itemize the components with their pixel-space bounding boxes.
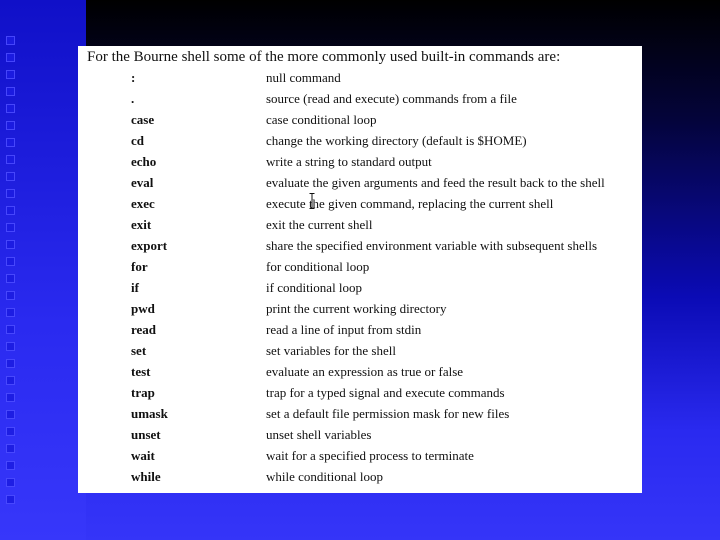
command-name: : <box>131 69 136 85</box>
command-name: test <box>131 363 151 379</box>
list-item <box>87 109 642 130</box>
command-name: for <box>131 258 148 274</box>
command-name: export <box>131 237 168 253</box>
list-item <box>87 319 642 340</box>
list-item <box>87 340 642 361</box>
command-description: print the current working directory <box>266 300 447 316</box>
list-item <box>87 256 642 277</box>
commands-panel <box>78 46 642 493</box>
command-name: wait <box>131 447 155 463</box>
command-name: read <box>131 321 157 337</box>
list-item <box>87 445 642 466</box>
list-item <box>87 361 642 382</box>
list-item <box>87 235 642 256</box>
text-cursor-icon <box>309 193 315 209</box>
command-description: while conditional loop <box>266 468 383 484</box>
list-item <box>87 151 642 172</box>
decorative-squares <box>6 36 20 512</box>
list-item <box>87 130 642 151</box>
command-description: case conditional loop <box>266 111 377 127</box>
command-description: set a default file permission mask for new files <box>266 405 510 421</box>
command-list <box>87 67 642 487</box>
command-description: exit the current shell <box>266 216 373 232</box>
command-description: change the working directory (default is $HOME) <box>266 132 527 148</box>
command-name: pwd <box>131 300 155 316</box>
command-name: umask <box>131 405 168 421</box>
command-description: if conditional loop <box>266 279 363 295</box>
command-name: exec <box>131 195 155 211</box>
command-description: null command <box>266 69 341 85</box>
command-name: unset <box>131 426 161 442</box>
command-description: for conditional loop <box>266 258 370 274</box>
list-item <box>87 298 642 319</box>
command-description: write a string to standard output <box>266 153 432 169</box>
command-description: share the specified environment variable with subsequent shells <box>266 237 598 253</box>
list-item <box>87 403 642 424</box>
command-name: case <box>131 111 155 127</box>
list-item <box>87 277 642 298</box>
command-description: wait for a specified process to terminate <box>266 447 474 463</box>
command-name: exit <box>131 216 152 232</box>
command-name: if <box>131 279 139 295</box>
command-name: cd <box>131 132 144 148</box>
command-name: set <box>131 342 147 358</box>
intro-text: For the Bourne shell some of the more commonly used built-in commands are: <box>87 49 561 65</box>
list-item <box>87 214 642 235</box>
command-name: trap <box>131 384 155 400</box>
command-description: trap for a typed signal and execute commands <box>266 384 505 400</box>
command-description: execute the given command, replacing the current shell <box>266 195 554 211</box>
slide-left-strip <box>0 0 86 540</box>
list-item <box>87 67 642 88</box>
command-name: eval <box>131 174 154 190</box>
list-item <box>87 382 642 403</box>
list-item <box>87 466 642 487</box>
command-description: source (read and execute) commands from a file <box>266 90 517 106</box>
command-description: evaluate an expression as true or false <box>266 363 464 379</box>
command-description: evaluate the given arguments and feed the result back to the shell <box>266 174 605 190</box>
command-description: read a line of input from stdin <box>266 321 422 337</box>
command-name: while <box>131 468 161 484</box>
list-item <box>87 424 642 445</box>
list-item <box>87 88 642 109</box>
list-item <box>87 193 642 214</box>
command-description: unset shell variables <box>266 426 372 442</box>
command-name: . <box>131 90 135 106</box>
command-name: echo <box>131 153 157 169</box>
command-description: set variables for the shell <box>266 342 396 358</box>
list-item <box>87 172 642 193</box>
